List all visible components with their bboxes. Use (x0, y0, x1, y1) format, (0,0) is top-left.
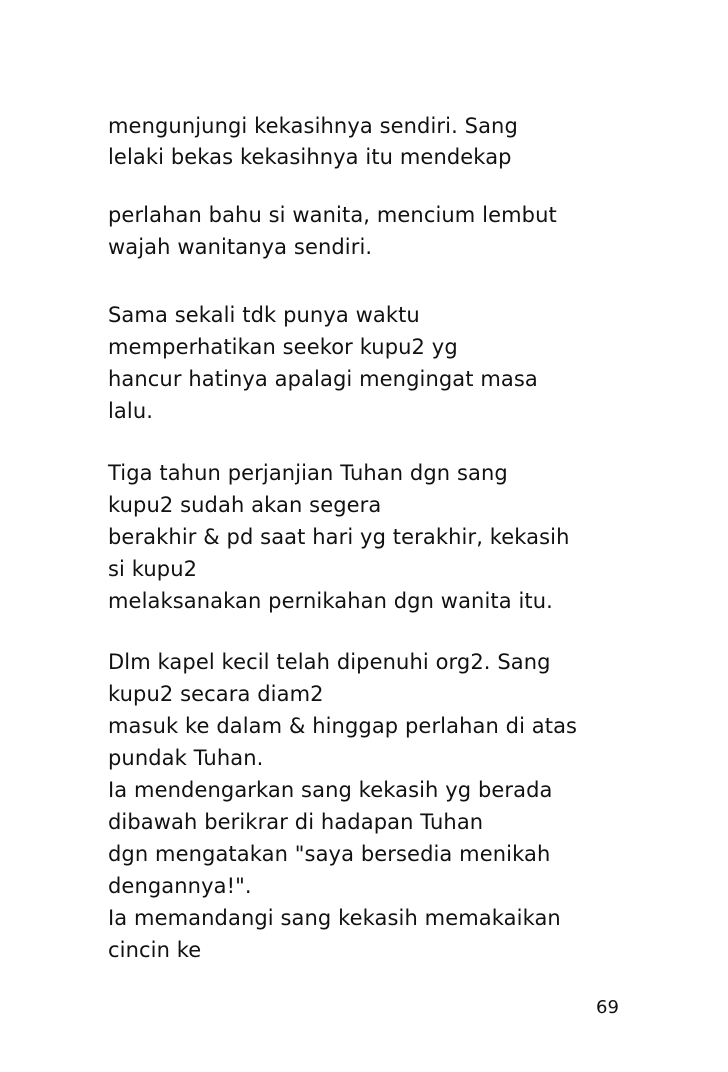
text-line: memperhatikan seekor kupu2 yg (108, 335, 458, 359)
text-line: hancur hatinya apalagi mengingat masa (108, 367, 538, 391)
text-line: Sama sekali tdk punya waktu (108, 303, 420, 327)
page-number: 69 (596, 997, 619, 1018)
text-line: melaksanakan pernikahan dgn wanita itu. (108, 589, 553, 613)
text-line: kupu2 secara diam2 (108, 682, 324, 706)
text-line: pundak Tuhan. (108, 746, 264, 770)
text-line: dibawah berikrar di hadapan Tuhan (108, 810, 484, 834)
text-line: Tiga tahun perjanjian Tuhan dgn sang (108, 461, 508, 485)
text-line: si kupu2 (108, 557, 198, 581)
text-line: dengannya!". (108, 874, 252, 898)
text-line: lalu. (108, 399, 154, 423)
text-line: Ia memandangi sang kekasih memakaikan (108, 906, 561, 930)
text-line: dgn mengatakan "saya bersedia menikah (108, 842, 551, 866)
text-line: masuk ke dalam & hinggap perlahan di atas (108, 714, 578, 738)
text-line: lelaki bekas kekasihnya itu mendekap (108, 145, 512, 169)
text-line: perlahan bahu si wanita, mencium lembut (108, 203, 557, 227)
text-line: cincin ke (108, 938, 202, 962)
text-line: berakhir & pd saat hari yg terakhir, kekasih (108, 525, 570, 549)
text-line: mengunjungi kekasihnya sendiri. Sang (108, 114, 518, 138)
text-line: Ia mendengarkan sang kekasih yg berada (108, 778, 553, 802)
text-line: wajah wanitanya sendiri. (108, 235, 373, 259)
text-line: Dlm kapel kecil telah dipenuhi org2. Sang (108, 650, 551, 674)
text-line: kupu2 sudah akan segera (108, 493, 382, 517)
